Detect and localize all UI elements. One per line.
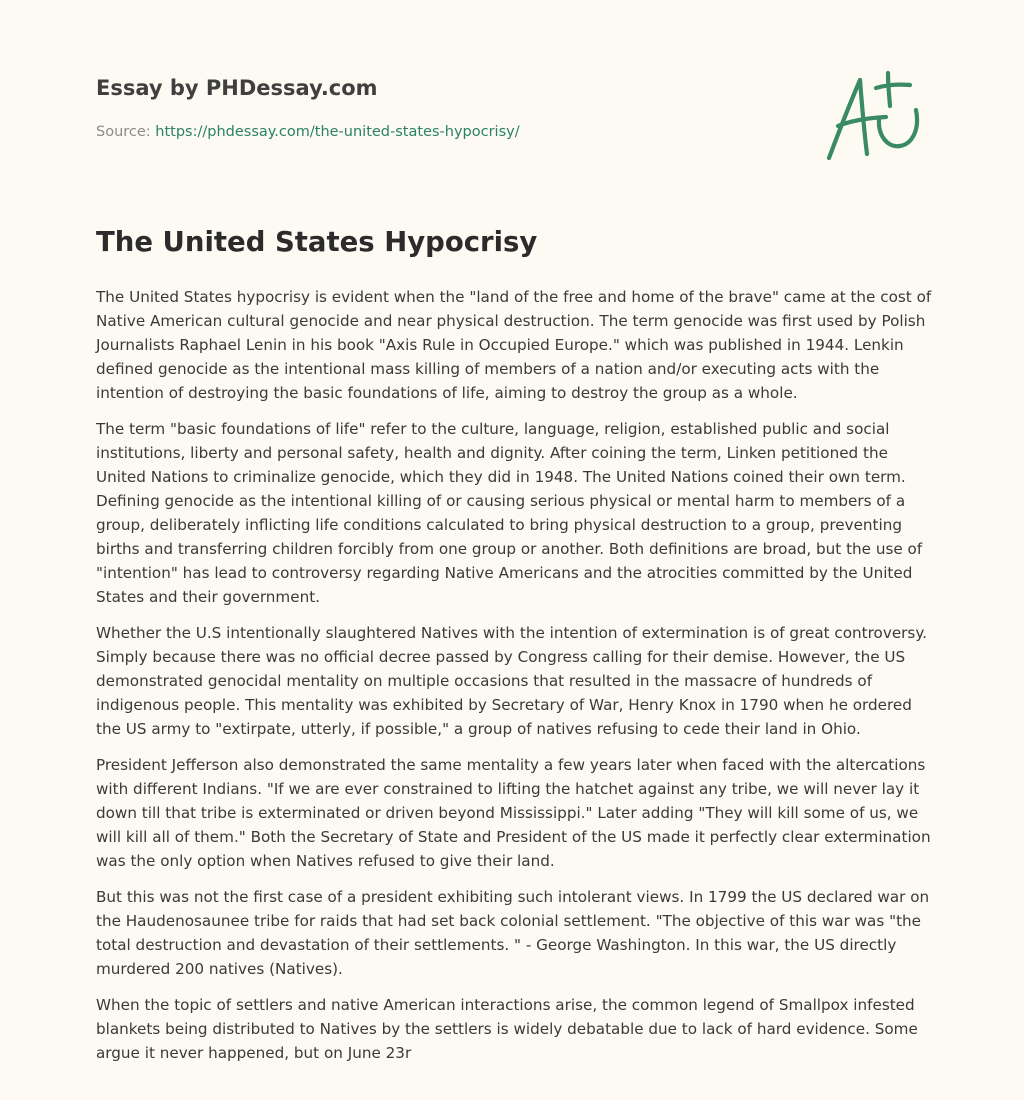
essay-paragraph: President Jefferson also demonstrated the same mentality a few years later when faced with the altercations with different Indians. "If we are ever constrained to lifting the hatchet against any tribe, we will never lay it down till that tribe is exterminated or driven beyond Mississippi." Later adding "They will kill some of us, we will kill all of them." Both the Secretary of State and President of the US made it perfectly clear extermination was the only option when Natives refused to give their land. bbox=[96, 756, 931, 870]
a-plus-grade-icon bbox=[824, 68, 928, 164]
essay-paragraph: The United States hypocrisy is evident when the "land of the free and home of the brave" came at the cost of Native American cultural genocide and near physical destruction. The term genocide was first used by Polish Journalists Raphael Lenin in his book "Axis Rule in Occupied Europe." which was published in 1944. Lenkin defined genocide as the intentional mass killing of members of a nation and/or executing acts with the intention of destroying the basic foundations of life, aiming to destroy the group as a whole. bbox=[96, 288, 932, 402]
source-link[interactable]: https://phdessay.com/the-united-states-hypocrisy/ bbox=[155, 124, 520, 140]
source-line bbox=[96, 124, 520, 140]
site-title: Essay by PHDessay.com bbox=[96, 76, 378, 100]
source-label: Source: bbox=[96, 124, 151, 140]
essay-paragraph: Whether the U.S intentionally slaughtered Natives with the intention of extermination is of great controversy. Simply because there was no official decree passed by Congress calling for their demise. However, the US demonstrated genocidal mentality on multiple occasions that resulted in the massacre of hundreds of indigenous people. This mentality was exhibited by Secretary of War, Henry Knox in 1790 when he ordered the US army to "extirpate, utterly, if possible," a group of natives refusing to cede their land in Ohio. bbox=[96, 624, 927, 738]
essay-title: The United States Hypocrisy bbox=[96, 226, 538, 258]
page-header bbox=[96, 0, 936, 200]
essay-paragraph: The term "basic foundations of life" refer to the culture, language, religion, established public and social institutions, liberty and personal safety, health and dignity. After coining the term, Linken petitioned the United Nations to criminalize genocide, which they did in 1948. The United Nations coined their own term. Defining genocide as the intentional killing of or causing serious physical or mental harm to members of a group, deliberately inflicting life conditions calculated to bring physical destruction to a group, preventing births and transferring children forcibly from one group or another. Both definitions are broad, but the use of "intention" has lead to controversy regarding Native Americans and the atrocities committed by the United States and their government. bbox=[96, 420, 923, 606]
essay-paragraph: But this was not the first case of a president exhibiting such intolerant views. In 1799 the US declared war on the Haudenosaunee tribe for raids that had set back colonial settlement. "The objective of this war was "the total destruction and devastation of their settlements. " - George Washington. In this war, the US directly murdered 200 natives (Natives). bbox=[96, 888, 930, 978]
essay-paragraph: When the topic of settlers and native American interactions arise, the common legend of Smallpox infested blankets being distributed to Natives by the settlers is widely debatable due to lack of hard evidence. Some argue it never happened, but on June 23r bbox=[96, 996, 918, 1062]
essay-body bbox=[96, 285, 932, 1077]
